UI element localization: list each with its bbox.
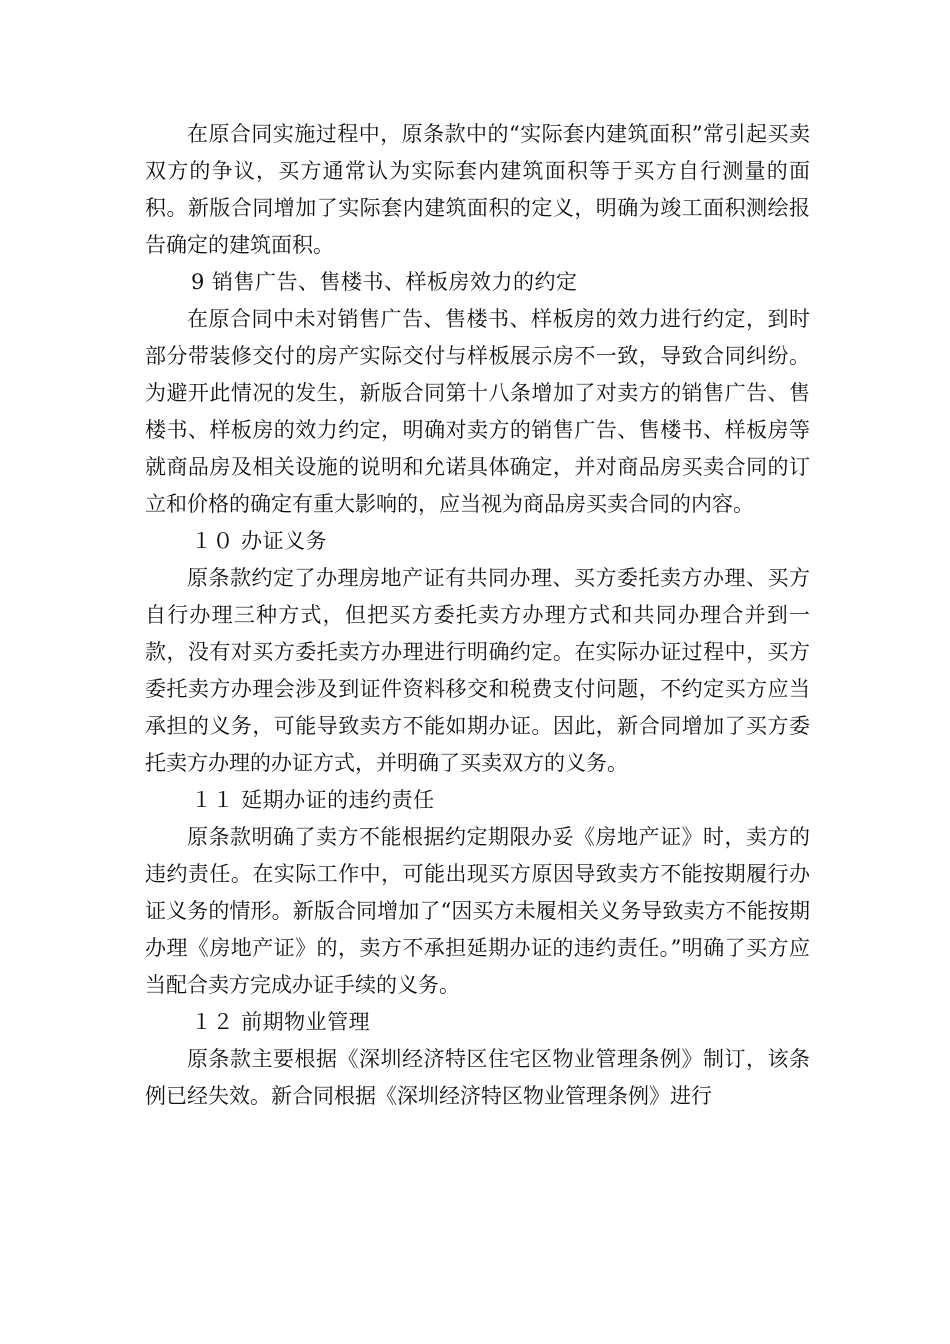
section-heading-12: １２ 前期物业管理	[191, 1010, 371, 1034]
paragraph-advertising-effect: 在原合同中未对销售广告、售楼书、样板房的效力进行约定，到时部分带装修交付的房产实际交付与样板展示房不一致，导致合同纠纷。为避开此情况的发生，新版合同第十八条增加了对卖方的销售广告、售楼书、样板房的效力约定，明确对卖方的销售广告、售楼书、样板房等就商品房及相关设施的说明和允诺具体确定，并对商品房买卖合同的订立和价格的确定有重大影响的，应当视为商品房买卖合同的内容。	[145, 307, 810, 516]
paragraph-certificate-obligation: 原条款约定了办理房地产证有共同办理、买方委托卖方办理、买方自行办理三种方式，但把买方委托卖方办理方式和共同办理合并到一款，没有对买方委托卖方办理进行明确约定。在实际办证过程中，买方委托卖方办理会涉及到证件资料移交和税费支付问题，不约定买方应当承担的义务，可能导致卖方不能如期办证。因此，新合同增加了买方委托卖方办理的办证方式，并明确了买卖双方的义务。	[145, 566, 810, 775]
section-heading-9: 9 销售广告、售楼书、样板房效力的约定	[191, 270, 578, 294]
paragraph-delay-liability: 原条款明确了卖方不能根据约定期限办妥《房地产证》时，卖方的违约责任。在实际工作中，可能出现买方原因导致卖方不能按期履行办证义务的情形。新版合同增加了“因买方未履相关义务导致卖方不能按期办理《房地产证》的，卖方不承担延期办证的违约责任。”明确了买方应当配合卖方完成办证手续的义务。	[145, 825, 810, 997]
section-heading-10: １０ 办证义务	[191, 529, 328, 553]
paragraph-area-definition: 在原合同实施过程中，原条款中的“实际套内建筑面积”常引起买卖双方的争议，买方通常认为实际套内建筑面积等于买方自行测量的面积。新版合同增加了实际套内建筑面积的定义，明确为竣工面积测绘报告确定的建筑面积。	[145, 122, 810, 257]
section-heading-11: １１ 延期办证的违约责任	[191, 788, 435, 812]
paragraph-property-management: 原条款主要根据《深圳经济特区住宅区物业管理条例》制订，该条例已经失效。新合同根据《深圳经济特区物业管理条例》进行	[145, 1047, 810, 1108]
document-body	[145, 116, 810, 1115]
